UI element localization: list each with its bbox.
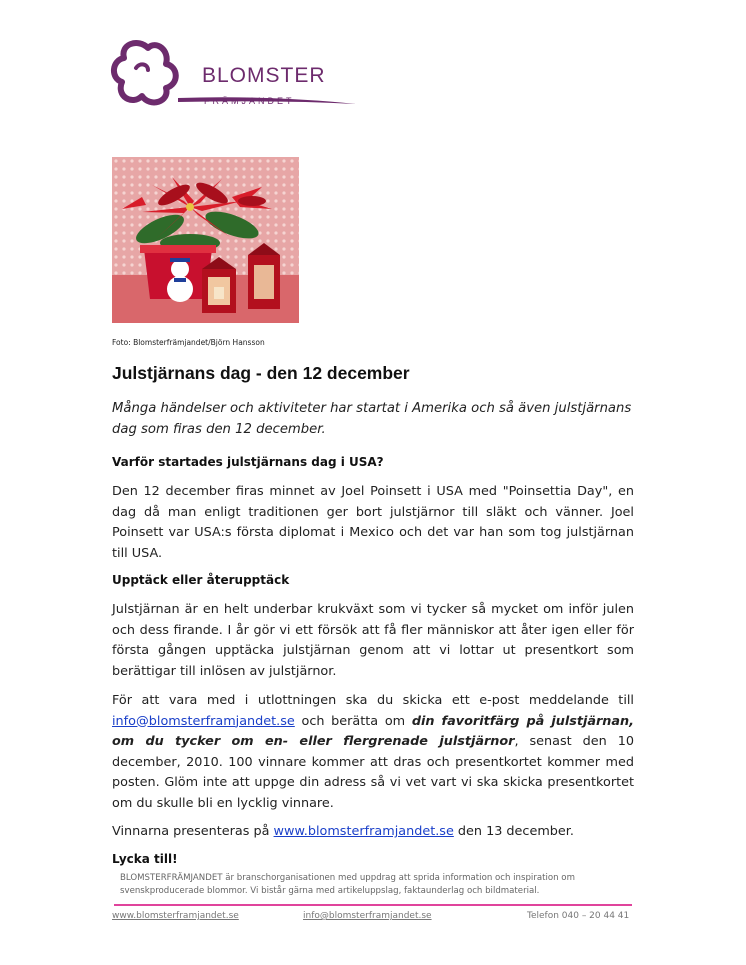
footer-about: BLOMSTERFRÄMJANDET är branschorganisationen med uppdrag att sprida information och inspiration om svenskproducerade blommor. Vi bistår gärna med artikeluppslag, faktaunderlag och bildmaterial. <box>120 873 575 896</box>
winners-text-end: den 13 december. <box>453 824 574 839</box>
photo-caption: Foto: Blomsterfrämjandet/Björn Hansson <box>112 338 265 347</box>
paragraph-winners <box>112 822 634 843</box>
footer-phone: Telefon 040 – 20 44 41 <box>527 911 630 921</box>
logo-subtitle: FRÄMJANDET <box>204 96 295 106</box>
footer-divider <box>114 904 632 906</box>
contest-text-end: , senast den 10 december, 2010. 100 vinnare kommer att dras och presentkortet kommer med posten. Glöm inte att uppge din adress så vi vet vart vi ska skicka presentkortet om du skulle bli en lycklig vinnare. <box>112 734 634 811</box>
heading-discover: Upptäck eller återupptäck <box>112 573 290 587</box>
poinsettia-photo <box>112 157 299 323</box>
winners-text-start: Vinnarna presenteras på <box>112 824 274 839</box>
paragraph-poinsett: Den 12 december firas minnet av Joel Poinsett i USA med "Poinsettia Day", en dag då man enligt traditionen ger bort julstjärnor till släkt och vänner. Joel Poinsett var USA:s första diplomat i Mexico och det var han som tog julstjärnan till USA. <box>112 484 634 561</box>
logo-wordmark: BLOMSTER <box>202 64 326 87</box>
contest-question: din favoritfärg på julstjärnan, om du tycker om en- eller flergrenade julstjärnor <box>112 713 634 749</box>
article-title: Julstjärnans dag - den 12 december <box>112 363 410 383</box>
winners-website-link[interactable]: www.blomsterframjandet.se <box>273 824 454 839</box>
footer-email-link[interactable]: info@blomsterframjandet.se <box>303 911 432 921</box>
flower-logo-icon <box>114 43 176 102</box>
contest-email-link[interactable]: info@blomsterframjandet.se <box>112 713 295 729</box>
article-lead: Många händelser och aktiviteter har startat i Amerika och så även julstjärnans dag som firas den 12 december. <box>112 401 632 437</box>
contest-text-mid: och berätta om <box>294 713 412 729</box>
paragraph-discover: Julstjärnan är en helt underbar krukväxt som vi tycker så mycket om inför julen och dess firande. I år gör vi ett försök att få fler människor att åter igen eller för första gången upptäcka julstjärnan genom att vi lottar ut presentkort som berättigar till inlösen av julstjärnor. <box>112 602 634 679</box>
footer-website-link[interactable]: www.blomsterframjandet.se <box>112 911 239 921</box>
contest-text-start: För att vara med i utlottningen ska du skicka ett e-post meddelande till <box>112 693 634 708</box>
paragraph-contest <box>112 691 634 814</box>
heading-why-usa: Varför startades julstjärnans dag i USA? <box>112 455 384 469</box>
closing-text: Lycka till! <box>112 852 178 866</box>
